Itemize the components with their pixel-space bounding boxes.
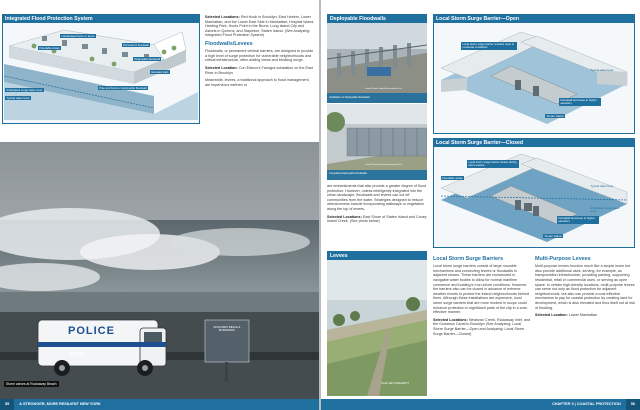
diagram-label-surge-level: Anticipated surge water level [6, 87, 43, 92]
open-label-remains-open: Local storm surge barrier remains open in moderate conditions [461, 42, 517, 50]
diagram-label-deployable-floodwall: Deployable floodwall [134, 56, 161, 61]
diagram-label-floodable: Floodable areas [39, 45, 60, 50]
lssb-heading: Local Storm Surge Barriers [433, 256, 504, 262]
closed-label-surge-level: Anticipated surge water level [590, 205, 620, 213]
multi-selected-text: Lower Manhattan [567, 313, 598, 318]
levee-selected-paragraph [327, 215, 427, 224]
deployable-floodwall-photo-2 [327, 104, 427, 180]
floodwalls-paragraph: Floodwalls, or permanent vertical barriers, are designed to provide a high level of surge protection for vulnerable neighborhoods and critical infrastructure, often adding views and blocking surge. [205, 49, 314, 63]
levees-photo-credit: Credit: Mary Whitfield/NYT [381, 382, 410, 385]
diagram-label-permanent-floodwall: Permanent floodwall [123, 42, 149, 47]
open-label-tender-station: Tender station [546, 113, 564, 118]
diagram-label-berm: Landscaped berm or levee [61, 33, 95, 38]
left-page [0, 0, 319, 410]
closed-label-typical-level: Typical water level [590, 183, 614, 188]
multi-selected-paragraph [535, 313, 635, 318]
lssb-closed-title: Local Storm Surge Barrier—Closed [433, 138, 635, 147]
multi-selected-label: Selected Location: [535, 313, 568, 318]
right-page [321, 0, 640, 410]
diagram-label-typical-level: Typical water level [6, 95, 30, 100]
deploy-photo-credit-1: Credit: Flood Control International Ltd [365, 88, 402, 90]
levee-continued-paragraph: are embankments that also provide a greater degree of flood protection. However, unless intelligently integrated into the urban landscape, floodwalls and levees can cut off communities from the water. Strategies designed to reduce obtrusiveness include incorporating walkways or vegetation along the top of levees. [327, 184, 427, 211]
storm-photo-caption: Storm waves at Rockaway Beach [6, 382, 57, 386]
storm-waves-photo [0, 142, 319, 399]
van-unit-text: NYPD [70, 352, 84, 358]
selected-location-paragraph [205, 66, 315, 75]
lssb-open-title: Local Storm Surge Barrier—Open [433, 14, 635, 23]
van-police-text: POLICE [68, 325, 115, 337]
levees-photo-title: Levees [327, 251, 427, 260]
deployable-floodwalls-title: Deployable Floodwalls [327, 14, 427, 23]
lssb-text-column [433, 254, 531, 339]
park-sign-text: ROCKAWAY BEACH & BOARDWALK [213, 326, 241, 333]
lssb-paragraph: Local storm surge barriers consist of large movable mechanisms and connecting levees or floodwalls in adjacent shores. These barriers are constructed in navigable water bodies to allow for normal maritime commerce and boating in non-storm conditions. However, the barriers also can be closed in advance of extreme weather events to protect the inland neighborhoods behind them. Although these installations are expensive, local storm surge barriers that are more modest in scope could enhance protection in significant parts of the city in a cost-effective manner. [433, 264, 529, 315]
multi-purpose-column [535, 254, 635, 321]
selected-location-label: Selected Location: [205, 65, 238, 70]
lssb-selected-paragraph [433, 318, 531, 336]
right-footer-title: CHAPTER 3 | COASTAL PROTECTION [552, 402, 621, 406]
multi-purpose-paragraph: Multi-purpose levees function much like a simple levee but also provide additional uses, serving, for example, as transportation infrastructure, providing parking, supporting residential, retail or commercial uses, or serving as open space. In certain high-density locations, multi-purpose levees can serve not only as flood protection for adjacent neighborhoods, but also can provide a cost-effective mechanism to pay for coastal protection by creating land for development, which is also elevated and thus itself not at risk of flooding. [535, 264, 635, 310]
open-label-floodwall: Floodwall and levee to higher elevation [559, 98, 601, 106]
deploy-caption-installation: Installation of deployable floodwalls [329, 96, 370, 99]
left-footer [0, 399, 319, 410]
selected-locations-text: Red Hook in Brooklyn; East Harlem, Lower Manhattan, and the Lower East Side in Manhattan; Hospital Island, Harding Park, Hunts Point in the Bronx; Long Island City and Astoria in Queens; and Stapleton, Staten Island. (See Analyzing: Integrated Flood Protection System) [205, 15, 315, 38]
closed-label-floodable: Floodable areas [442, 175, 463, 180]
floodwalls-levees-heading: Floodwalls/Levees [205, 40, 253, 47]
deploy-photo-credit-2: Credit: Flood Control International Ltd [365, 164, 402, 166]
lssb-selected-label: Selected Locations: [433, 317, 468, 322]
levees-intro-paragraph: Meanwhile, levees, a traditional approach to flood management, are impervious earthen or [205, 78, 310, 87]
closed-label-tender-station: Tender station [544, 233, 562, 238]
diagram-label-pipe-bund: Pipe and bund or deployable floodwall [99, 85, 147, 90]
lssb-selected-text: Newtown Creek, Rockaway Inlet, and the Gowanus Canal in Brooklyn (See Analyzing: Local Storm Surge Barrier—Open and Analyzing: Local Storm Surge Barrier—Closed) [433, 317, 531, 336]
open-label-typical-level: Typical water level [590, 67, 614, 72]
left-footer-title: A STRONGER, MORE RESILIENT NEW YORK [19, 402, 101, 406]
left-text-column [205, 15, 315, 90]
integrated-flood-panel-title: Integrated Flood Protection System [2, 14, 200, 23]
right-footer [321, 399, 640, 410]
multi-purpose-heading: Multi-Purpose Levees [535, 256, 591, 262]
levees-photo [327, 260, 427, 396]
levee-selected-label: Selected Locations: [327, 214, 362, 219]
selected-locations-label: Selected Locations: [205, 15, 240, 19]
left-page-number: 55 [0, 399, 14, 410]
deploy-caption-completed: Completed deployable floodwalls [329, 172, 367, 175]
deployable-floodwall-photo-1 [327, 23, 427, 103]
right-page-number: 56 [626, 399, 640, 410]
diagram-label-elevated-park: Elevated park [151, 69, 169, 74]
levee-text-column [327, 184, 427, 227]
selected-locations-paragraph [205, 15, 315, 38]
closed-label-floodwall: Floodwall and levee to higher elevation [557, 216, 599, 224]
closed-label-closes: Local storm surge barrier closes during storm events [467, 160, 519, 168]
selected-location-text: Con Edison's Farragut substation on the East River in Brooklyn [205, 65, 313, 75]
levee-selected-text: East Shore of Staten Island and Coney Island Creek. (See photo below) [327, 214, 427, 224]
